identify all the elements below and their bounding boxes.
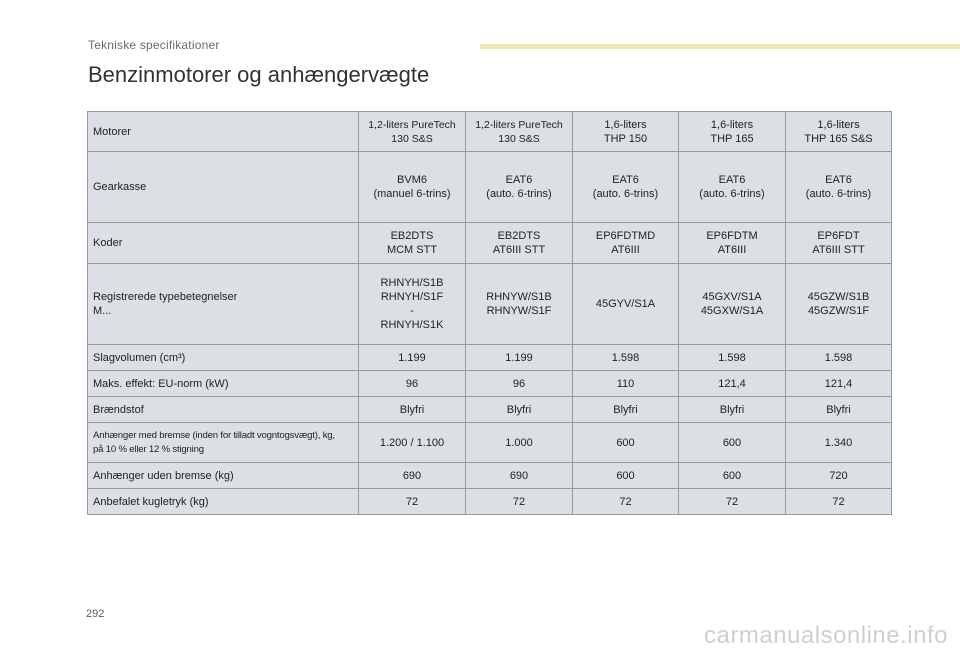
row-label: Anhænger med bremse (inden for tilladt vogntogsvægt), kg, på 10 % eller 12 % stigning xyxy=(88,423,359,463)
row-label: Brændstof xyxy=(88,397,359,423)
table-cell: 1,6-liters THP 165 S&S xyxy=(786,112,892,152)
row-label: Gearkasse xyxy=(88,152,359,223)
table-cell: RHNYW/S1B RHNYW/S1F xyxy=(466,264,573,345)
table-cell: 1,2-liters PureTech 130 S&S xyxy=(466,112,573,152)
table-cell: 96 xyxy=(359,371,466,397)
table-cell: 72 xyxy=(466,489,573,515)
table-cell: 1,6-liters THP 150 xyxy=(573,112,679,152)
table-cell: Blyfri xyxy=(359,397,466,423)
table-cell: BVM6 (manuel 6-trins) xyxy=(359,152,466,223)
table-cell: Blyfri xyxy=(466,397,573,423)
table-cell: 720 xyxy=(786,463,892,489)
table-row-koder xyxy=(88,223,892,264)
header-accent-bar xyxy=(480,44,960,49)
table-cell: 45GXV/S1A 45GXW/S1A xyxy=(679,264,786,345)
table-cell: EAT6 (auto. 6-trins) xyxy=(573,152,679,223)
table-cell: EP6FDTM AT6III xyxy=(679,223,786,264)
table-cell: 72 xyxy=(786,489,892,515)
table-cell: 72 xyxy=(573,489,679,515)
table-cell: EP6FDT AT6III STT xyxy=(786,223,892,264)
table-cell: 600 xyxy=(679,423,786,463)
table-row-kugletryk xyxy=(88,489,892,515)
table-cell: EB2DTS AT6III STT xyxy=(466,223,573,264)
table-cell: EAT6 (auto. 6-trins) xyxy=(786,152,892,223)
table-cell: 1.199 xyxy=(359,345,466,371)
table-cell: 600 xyxy=(573,423,679,463)
table-cell: 45GYV/S1A xyxy=(573,264,679,345)
table-cell: 600 xyxy=(679,463,786,489)
row-label: Anhænger uden bremse (kg) xyxy=(88,463,359,489)
table-cell: EAT6 (auto. 6-trins) xyxy=(679,152,786,223)
table-cell: RHNYH/S1B RHNYH/S1F - RHNYH/S1K xyxy=(359,264,466,345)
table-row-motorer xyxy=(88,112,892,152)
spec-table xyxy=(87,111,892,515)
table-cell: EAT6 (auto. 6-trins) xyxy=(466,152,573,223)
table-cell: 96 xyxy=(466,371,573,397)
row-label: Maks. effekt: EU-norm (kW) xyxy=(88,371,359,397)
table-cell: 600 xyxy=(573,463,679,489)
page-number: 292 xyxy=(86,608,105,620)
table-cell: 1.598 xyxy=(679,345,786,371)
table-row-maks-effekt xyxy=(88,371,892,397)
table-row-anhaenger-uden-bremse xyxy=(88,463,892,489)
table-cell: 1.598 xyxy=(573,345,679,371)
table-cell: 1,2-liters PureTech 130 S&S xyxy=(359,112,466,152)
table-row-gearkasse xyxy=(88,152,892,223)
table-cell: 121,4 xyxy=(679,371,786,397)
table-cell: Blyfri xyxy=(679,397,786,423)
row-label: Anbefalet kugletryk (kg) xyxy=(88,489,359,515)
row-label: Motorer xyxy=(88,112,359,152)
table-cell: 690 xyxy=(466,463,573,489)
table-cell: Blyfri xyxy=(786,397,892,423)
table-cell: 1.200 / 1.100 xyxy=(359,423,466,463)
table-cell: 121,4 xyxy=(786,371,892,397)
table-cell: 72 xyxy=(359,489,466,515)
table-cell: 1.199 xyxy=(466,345,573,371)
table-cell: Blyfri xyxy=(573,397,679,423)
watermark: carmanualsonline.info xyxy=(704,622,948,649)
table-cell: 1.000 xyxy=(466,423,573,463)
row-label: Registrerede typebetegnelser M... xyxy=(88,264,359,345)
table-cell: EP6FDTMD AT6III xyxy=(573,223,679,264)
table-row-braendstof xyxy=(88,397,892,423)
table-row-typebetegnelser xyxy=(88,264,892,345)
table-cell: EB2DTS MCM STT xyxy=(359,223,466,264)
table-cell: 690 xyxy=(359,463,466,489)
page-title: Benzinmotorer og anhængervægte xyxy=(88,62,430,87)
table-cell: 1.340 xyxy=(786,423,892,463)
table-cell: 1,6-liters THP 165 xyxy=(679,112,786,152)
table-cell: 110 xyxy=(573,371,679,397)
table-cell: 45GZW/S1B 45GZW/S1F xyxy=(786,264,892,345)
table-cell: 1.598 xyxy=(786,345,892,371)
section-label: Tekniske specifikationer xyxy=(88,38,220,52)
table-cell: 72 xyxy=(679,489,786,515)
table-row-slagvolumen xyxy=(88,345,892,371)
table-row-anhaenger-med-bremse xyxy=(88,423,892,463)
row-label: Koder xyxy=(88,223,359,264)
row-label: Slagvolumen (cm³) xyxy=(88,345,359,371)
